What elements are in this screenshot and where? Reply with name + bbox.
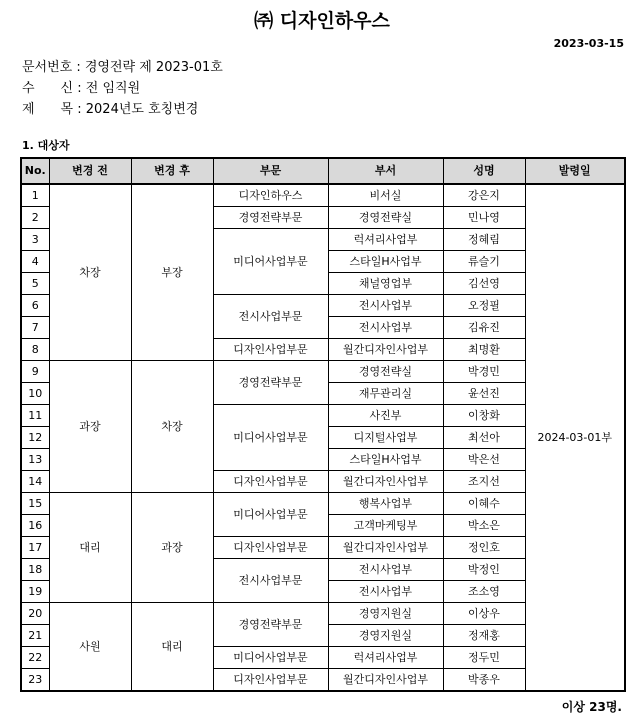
dept: 전시사업부 (328, 581, 443, 603)
row-no: 22 (21, 647, 49, 669)
person-name: 이창화 (443, 405, 525, 427)
dept: 비서실 (328, 184, 443, 207)
division: 디자인사업부문 (213, 471, 328, 493)
person-name: 윤선진 (443, 383, 525, 405)
before-title: 대리 (49, 493, 131, 603)
person-name: 김선영 (443, 273, 525, 295)
person-name: 박종우 (443, 669, 525, 692)
division: 경영전략부문 (213, 361, 328, 405)
table-row (21, 184, 625, 207)
dept: 전시사업부 (328, 295, 443, 317)
row-no: 12 (21, 427, 49, 449)
dept: 채널영업부 (328, 273, 443, 295)
row-no: 6 (21, 295, 49, 317)
division: 경영전략부문 (213, 207, 328, 229)
before-title: 사원 (49, 603, 131, 692)
doc-number: 문서번호 : 경영전략 제 2023-01호 (22, 60, 223, 75)
col-header-after: 변경 후 (131, 158, 213, 184)
person-name: 정두민 (443, 647, 525, 669)
person-name: 이상우 (443, 603, 525, 625)
person-name: 강은지 (443, 184, 525, 207)
row-no: 9 (21, 361, 49, 383)
dept: 고객마케팅부 (328, 515, 443, 537)
division: 디자인사업부문 (213, 669, 328, 692)
row-no: 10 (21, 383, 49, 405)
dept: 재무관리실 (328, 383, 443, 405)
row-no: 19 (21, 581, 49, 603)
dept: 월간디자인사업부 (328, 339, 443, 361)
row-no: 3 (21, 229, 49, 251)
dept: 디지털사업부 (328, 427, 443, 449)
col-header-dept: 부서 (328, 158, 443, 184)
dept: 전시사업부 (328, 317, 443, 339)
before-title: 과장 (49, 361, 131, 493)
row-no: 17 (21, 537, 49, 559)
effective-date: 2024-03-01부 (525, 184, 625, 691)
person-name: 최선아 (443, 427, 525, 449)
subject: 제 목 : 2024년도 호칭변경 (22, 102, 199, 117)
row-no: 11 (21, 405, 49, 427)
person-name: 정재홍 (443, 625, 525, 647)
row-no: 14 (21, 471, 49, 493)
row-no: 4 (21, 251, 49, 273)
person-name: 류슬기 (443, 251, 525, 273)
dept: 스타일H사업부 (328, 449, 443, 471)
after-title: 대리 (131, 603, 213, 692)
col-header-no: No. (21, 158, 49, 184)
document-date: 2023-03-15 (553, 37, 624, 50)
dept: 월간디자인사업부 (328, 471, 443, 493)
dept: 경영전략실 (328, 207, 443, 229)
person-name: 박경민 (443, 361, 525, 383)
after-title: 부장 (131, 184, 213, 361)
before-title: 차장 (49, 184, 131, 361)
recipient: 수 신 : 전 임직원 (22, 81, 141, 96)
person-name: 정인호 (443, 537, 525, 559)
total-footer: 이상 23명. (561, 700, 622, 714)
col-header-name: 성명 (443, 158, 525, 184)
dept: 전시사업부 (328, 559, 443, 581)
division: 미디어사업부문 (213, 647, 328, 669)
person-name: 최명환 (443, 339, 525, 361)
dept: 행복사업부 (328, 493, 443, 515)
person-name: 조소영 (443, 581, 525, 603)
row-no: 5 (21, 273, 49, 295)
division: 미디어사업부문 (213, 229, 328, 295)
row-no: 2 (21, 207, 49, 229)
section-heading: 1. 대상자 (22, 139, 70, 152)
dept: 월간디자인사업부 (328, 669, 443, 692)
col-header-division: 부문 (213, 158, 328, 184)
person-name: 박정인 (443, 559, 525, 581)
row-no: 15 (21, 493, 49, 515)
division: 디자인사업부문 (213, 339, 328, 361)
row-no: 20 (21, 603, 49, 625)
division: 경영전략부문 (213, 603, 328, 647)
person-name: 조지선 (443, 471, 525, 493)
person-name: 이혜수 (443, 493, 525, 515)
dept: 스타일H사업부 (328, 251, 443, 273)
person-name: 박은선 (443, 449, 525, 471)
person-name: 김유진 (443, 317, 525, 339)
col-header-before: 변경 전 (49, 158, 131, 184)
document-title: ㈜ 디자인하우스 (254, 10, 390, 32)
row-no: 21 (21, 625, 49, 647)
division: 디자인하우스 (213, 184, 328, 207)
after-title: 차장 (131, 361, 213, 493)
row-no: 16 (21, 515, 49, 537)
person-name: 민나영 (443, 207, 525, 229)
dept: 럭셔리사업부 (328, 229, 443, 251)
person-name: 오정필 (443, 295, 525, 317)
row-no: 18 (21, 559, 49, 581)
person-name: 정혜림 (443, 229, 525, 251)
row-no: 13 (21, 449, 49, 471)
dept: 경영전략실 (328, 361, 443, 383)
dept: 럭셔리사업부 (328, 647, 443, 669)
target-table (20, 157, 626, 692)
row-no: 1 (21, 184, 49, 207)
dept: 월간디자인사업부 (328, 537, 443, 559)
row-no: 23 (21, 669, 49, 692)
division: 전시사업부문 (213, 559, 328, 603)
after-title: 과장 (131, 493, 213, 603)
row-no: 7 (21, 317, 49, 339)
division: 미디어사업부문 (213, 405, 328, 471)
division: 미디어사업부문 (213, 493, 328, 537)
dept: 경영지원실 (328, 603, 443, 625)
division: 전시사업부문 (213, 295, 328, 339)
dept: 사진부 (328, 405, 443, 427)
division: 디자인사업부문 (213, 537, 328, 559)
person-name: 박소은 (443, 515, 525, 537)
row-no: 8 (21, 339, 49, 361)
col-header-date: 발령일 (525, 158, 625, 184)
dept: 경영지원실 (328, 625, 443, 647)
table-header-row (21, 158, 625, 184)
